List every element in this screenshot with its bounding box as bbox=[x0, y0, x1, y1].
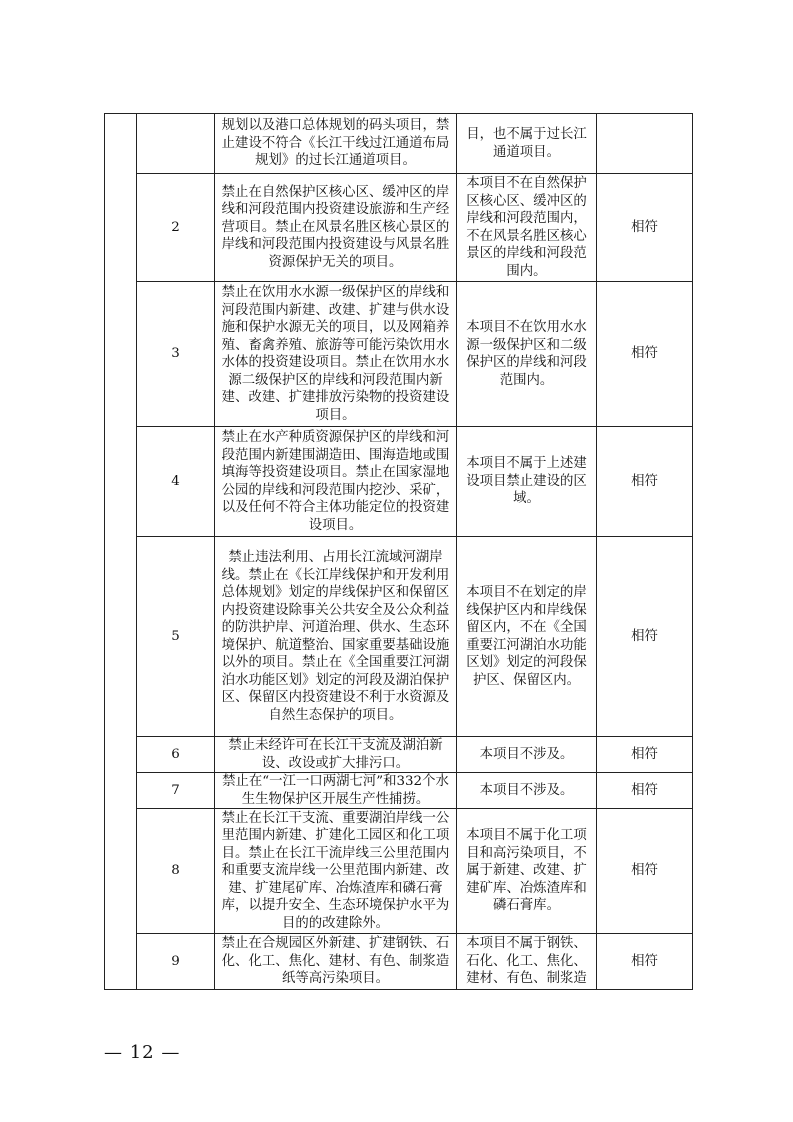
outer-column-cell bbox=[105, 114, 137, 990]
compliance-table bbox=[104, 113, 693, 990]
requirement-cell: 禁止在长江干支流、重要湖泊岸线一公里范围内新建、扩建化工园区和化工项目。禁止在长江干流岸线三公里范围内和重要支流岸线一公里范围内新建、改建、扩建尾矿库、冶炼渣库和磷石膏库，以提升安全、生态环境保护水平为目的的改建除外。 bbox=[215, 809, 457, 934]
table-row bbox=[105, 809, 693, 934]
result-cell: 相符 bbox=[597, 809, 693, 934]
row-number: 3 bbox=[137, 282, 215, 427]
analysis-cell: 本项目不属于钢铁、石化、化工、焦化、建材、有色、制浆造 bbox=[457, 934, 597, 990]
table-row bbox=[105, 934, 693, 990]
result-cell: 相符 bbox=[597, 537, 693, 737]
row-number bbox=[137, 114, 215, 174]
requirement-cell: 禁止在饮用水水源一级保护区的岸线和河段范围内新建、改建、扩建与供水设施和保护水源无关的项目，以及网箱养殖、畜禽养殖、旅游等可能污染饮用水水体的投资建设项目。禁止在饮用水水源二级保护区的岸线和河段范围内新建、改建、扩建排放污染物的投资建设项目。 bbox=[215, 282, 457, 427]
result-cell: 相符 bbox=[597, 737, 693, 773]
requirement-cell: 禁止违法利用、占用长江流域河湖岸线。禁止在《长江岸线保护和开发利用总体规划》划定的岸线保护区和保留区内投资建设除事关公共安全及公众利益的防洪护岸、河道治理、供水、生态环境保护、航道整治、国家重要基础设施以外的项目。禁止在《全国重要江河湖泊水功能区划》划定的河段及湖泊保护区、保留区内投资建设不利于水资源及自然生态保护的项目。 bbox=[215, 537, 457, 737]
result-cell bbox=[597, 114, 693, 174]
table-row bbox=[105, 114, 693, 174]
table-row bbox=[105, 427, 693, 537]
result-cell: 相符 bbox=[597, 174, 693, 282]
requirement-cell: 禁止在合规园区外新建、扩建钢铁、石化、化工、焦化、建材、有色、制浆造纸等高污染项目。 bbox=[215, 934, 457, 990]
result-cell: 相符 bbox=[597, 773, 693, 809]
requirement-cell: 禁止在水产种质资源保护区的岸线和河段范围内新建围湖造田、围海造地或围填海等投资建设项目。禁止在国家湿地公园的岸线和河段范围内挖沙、采矿，以及任何不符合主体功能定位的投资建设项目。 bbox=[215, 427, 457, 537]
row-number: 4 bbox=[137, 427, 215, 537]
requirement-cell: 规划以及港口总体规划的码头项目，禁止建设不符合《长江干线过江通道布局规划》的过长江通道项目。 bbox=[215, 114, 457, 174]
result-cell: 相符 bbox=[597, 282, 693, 427]
row-number: 6 bbox=[137, 737, 215, 773]
analysis-cell: 本项目不在自然保护区核心区、缓冲区的岸线和河段范围内，不在风景名胜区核心景区的岸线和河段范围内。 bbox=[457, 174, 597, 282]
page-number: — 12 — bbox=[104, 1042, 181, 1063]
table-row bbox=[105, 737, 693, 773]
requirement-cell: 禁止在“一江一口两湖七河”和332个水生生物保护区开展生产性捕捞。 bbox=[215, 773, 457, 809]
analysis-cell: 目，也不属于过长江通道项目。 bbox=[457, 114, 597, 174]
analysis-cell: 本项目不涉及。 bbox=[457, 737, 597, 773]
analysis-cell: 本项目不在饮用水水源一级保护区和二级保护区的岸线和河段范围内。 bbox=[457, 282, 597, 427]
analysis-cell: 本项目不涉及。 bbox=[457, 773, 597, 809]
table-row bbox=[105, 537, 693, 737]
result-cell: 相符 bbox=[597, 934, 693, 990]
table-row bbox=[105, 174, 693, 282]
requirement-cell: 禁止在自然保护区核心区、缓冲区的岸线和河段范围内投资建设旅游和生产经营项目。禁止在风景名胜区核心景区的岸线和河段范围内投资建设与风景名胜资源保护无关的项目。 bbox=[215, 174, 457, 282]
result-cell: 相符 bbox=[597, 427, 693, 537]
row-number: 8 bbox=[137, 809, 215, 934]
row-number: 7 bbox=[137, 773, 215, 809]
row-number: 5 bbox=[137, 537, 215, 737]
table-row bbox=[105, 282, 693, 427]
row-number: 9 bbox=[137, 934, 215, 990]
analysis-cell: 本项目不属于上述建设项目禁止建设的区域。 bbox=[457, 427, 597, 537]
analysis-cell: 本项目不在划定的岸线保护区内和岸线保留区内，不在《全国重要江河湖泊水功能区划》划定的河段保护区、保留区内。 bbox=[457, 537, 597, 737]
row-number: 2 bbox=[137, 174, 215, 282]
analysis-cell: 本项目不属于化工项目和高污染项目，不属于新建、改建、扩建矿库、冶炼渣库和磷石膏库。 bbox=[457, 809, 597, 934]
table-row bbox=[105, 773, 693, 809]
requirement-cell: 禁止未经许可在长江干支流及湖泊新设、改设或扩大排污口。 bbox=[215, 737, 457, 773]
